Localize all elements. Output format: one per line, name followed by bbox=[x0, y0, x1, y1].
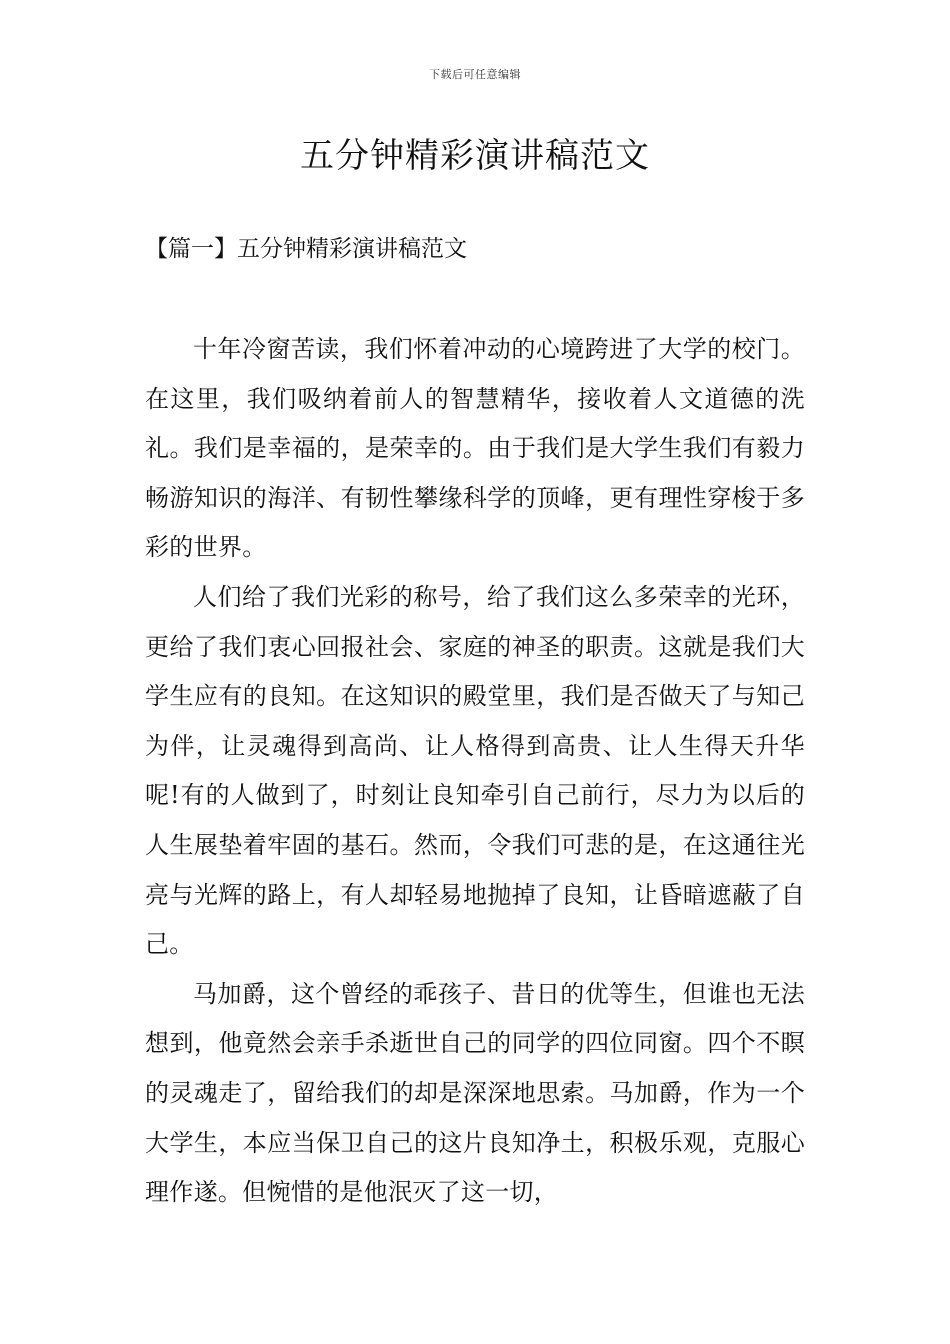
header-note: 下载后可任意编辑 bbox=[429, 68, 521, 81]
paragraph: 马加爵，这个曾经的乖孩子、昔日的优等生，但谁也无法想到，他竟然会亲手杀逝世自己的同学的四位同窗。四个不瞑的灵魂走了，留给我们的却是深深地思索。马加爵，作为一个大学生，本应当保卫自己的这片良知净土，积极乐观，克服心理作遂。但惋惜的是他泯灭了这一切， bbox=[145, 979, 805, 1207]
section-heading: 【篇一】五分钟精彩演讲稿范文 bbox=[145, 236, 467, 262]
document-body bbox=[145, 325, 805, 1218]
paragraph: 十年冷窗苦读，我们怀着冲动的心境跨进了大学的校门。在这里，我们吸纳着前人的智慧精华，接收着人文道德的洗礼。我们是幸福的，是荣幸的。由于我们是大学生我们有毅力畅游知识的海洋、有韧性攀缘科学的顶峰，更有理性穿梭于多彩的世界。 bbox=[145, 335, 805, 562]
document-title: 五分钟精彩演讲稿范文 bbox=[300, 136, 650, 176]
paragraph: 人们给了我们光彩的称号，给了我们这么多荣幸的光环，更给了我们衷心回报社会、家庭的神圣的职责。这就是我们大学生应有的良知。在这知识的殿堂里，我们是否做天了与知己为伴，让灵魂得到高尚、让人格得到高贵、让人生得天升华呢!有的人做到了，时刻让良知牵引自己前行，尽力为以后的人生展垫着牢固的基石。然而，令我们可悲的是，在这通往光亮与光辉的路上，有人却轻易地抛掉了良知，让昏暗遮蔽了自己。 bbox=[145, 582, 805, 959]
